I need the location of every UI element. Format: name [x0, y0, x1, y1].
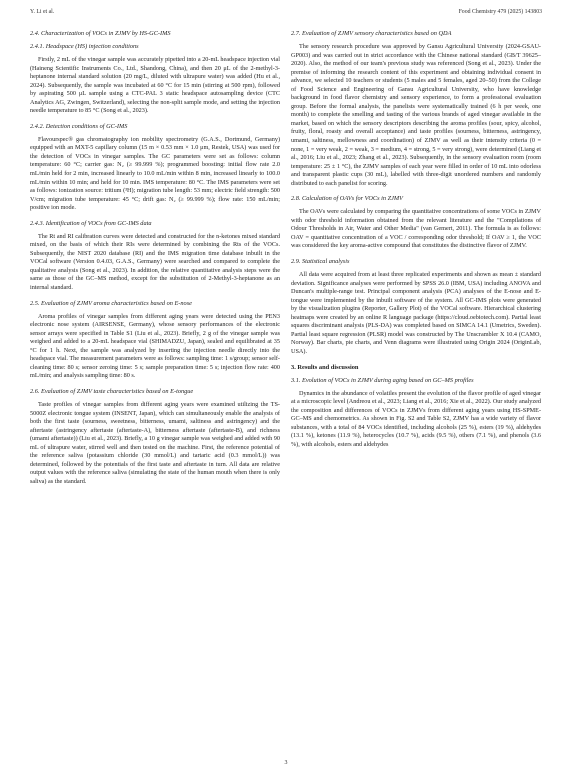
paragraph-gap — [30, 381, 280, 388]
section-heading: 2.6. Evaluation of ZJMV taste characteristics based on E-tongue — [30, 387, 194, 395]
paragraph-gap — [291, 357, 541, 364]
page-number: 3 — [284, 760, 288, 766]
running-header-journal: Food Chemistry 479 (2025) 143803 — [458, 9, 542, 15]
right-column — [291, 30, 541, 449]
paragraph-gap — [30, 213, 280, 220]
paragraph: The OAVs were calculated by comparing the quantitative concentrations of some VOCs in ZJMV with odor threshold information obtained from the relevant literature and the "Compilations of Odour Thresholds in Air, Water and Other Media" (van Gemert, 2011). The formula is as follows: OAV = quantitative concentration of a VOC / corresponding odor threshold; If OAV ≥ 1, the VOC was considered the key aroma-active compound that constitutes the distinctive flavor of ZJMV. — [291, 208, 541, 250]
paragraph-gap — [30, 116, 280, 123]
section-heading: 2.9. Statistical analysis — [291, 258, 350, 266]
paragraph: The Rt and RI calibration curves were detected and constructed for the n-ketones mixed standard mixed, on the basis of which their RIs were determined by combining the Rts of the VOCs. Subsequently, the NIST 2020 database (RI) and the IMS migration time database inbuilt in the VOCal software (Version 0.4.03, G.A.S., Germany) were searched and compared to complete the qualitative analysis (Song et al., 2023). In addition, the relative quantitative analysis steps were the same as those of the GC–MS method, except for the substitution of 2-Methyl-3-heptanone as an internal standard. — [30, 232, 280, 292]
left-column — [30, 30, 280, 486]
section-heading: 3. Results and discussion — [291, 363, 359, 371]
section-heading: 2.4.3. Identification of VOCs from GC-IMS data — [30, 219, 152, 227]
paragraph: Flavourspec® gas chromatography ion mobility spectrometry (G.A.S., Dortmund, Germany) equipped with an MXT-5 capillary column (15 m × 0.53 mm × 1.0 μm, Restek, USA) was used for the detection of VOCs in vinegar samples. The GC parameters were set as follows: column temperature: 60 °C; carrier gas: N₂ (≥ 99.999 %); programmed boosting: initial flow rate 2.0 mL/min held for 2 min, increased linearly to 10.0 mL/min within 8 min, increased linearly to 100.0 mL/min within 10 min; and held for 10 min. IMS temperature: 80 °C. The IMS parameters were set as follows: ionization source: tritium (³H); migration tube length: 53 mm; electric field strength: 500 V/cm; migration tube temperature: 45 °C; drift gas: N₂ (≥ 99.999 %); flow rate: 150 mL/min; positive ion mode. — [30, 135, 280, 212]
paragraph-gap — [291, 251, 541, 258]
paragraph-gap — [291, 188, 541, 195]
paragraph: The sensory research procedure was approved by Gansu Agricultural University (2024-GSAU-GP003) and was carried out in strict accordance with the Chinese national standard (GB/T 39625–2020). Also, the method of our team's previous study was referenced (Song et al., 2023). Under the premise of informing the research content of this experiment and obtaining individual consent in advance, we selected 10 teachers or students (5 males and 5 females, aged 20–50) from the College of Food Science and Engineering of Gansu Agricultural University, who have knowledge background in food flavor chemistry and sensory experience, to form a professional evaluation group. Before the formal analysis, the panelists were systematically trained (6 h per week, one month) to complete the smelling and tasting of the various brands of aged vinegar available in the market, based on which the sensory descriptors describing the aroma profiles (sour, spicy, alcohol, fruity, floral, roasty and overall acceptance) and taste profiles (sourness, bitterness, astringency, umami, saltiness, mellowness and coordination) of ZJMV as well as their intensity criteria (0 = none, 1 = very weak, 2 = weak, 3 = medium, 4 = strong, 5 = very strong), were determined (Liang et al., 2016; Liu et al., 2023; Zhang et al., 2023). Subsequently, in the sensory evaluation room (room temperature: 25 ± 1 °C), the ZJMV samples of each year were filled in order of 10 mL into odorless and transparent plastic cups (30 mL), labelled with three-digit unordered numbers and randomly distributed to each panelist for scoring. — [291, 43, 541, 187]
paragraph-gap — [30, 293, 280, 300]
section-heading: 2.4.2. Detection conditions of GC-IMS — [30, 122, 128, 130]
section-heading: 2.5. Evaluation of ZJMV aroma characteristics based on E-nose — [30, 299, 192, 307]
section-heading: 3.1. Evolution of VOCs in ZJMV during aging based on GC–MS profiles — [291, 376, 474, 384]
paragraph: Firstly, 2 mL of the vinegar sample was accurately pipetted into a 20-mL headspace injection vial (Haineng Scientific Instruments Co., Ltd., Shandong, China), and then 20 μL of the 2-methyl-3-heptanone internal standard solution (20 mg/L, diluted with ultrapure water) was added (Hu et al., 2024). Subsequently, the sample was incubated at 60 °C for 15 min (stirring at 500 rpm), followed by aspirating 500 μL sample using a CTC-PAL 3 static headspace autosampling device (CTC Analytics AG, Zwingen, Switzerland), selecting the non-split sample mode, and setting the injection needle temperature to 85 °C (Song et al., 2023). — [30, 56, 280, 115]
paragraph: Taste profiles of vinegar samples from different aging years were examined utilizing the TS-5000Z electronic tongue system (INSENT, Japan), which can simultaneously enable the analysis of both the first taste (sourness, sweetness, bitterness, umami, saltiness and astringency) and the aftertaste (astringency aftertaste (aftertaste-A), bitterness aftertaste (aftertaste-B), and richness (umami aftertaste)) (Liu et al., 2023). Briefly, a 10 g vinegar sample was weighed and added with 90 mL of ultrapure water, stirred well and then tested on the machine. First, the reference potential of the reference saliva (potassium chloride (30 mmol/L) and tartaric acid (0.3 mmol/L)) was determined, followed by the potentials of the first taste and aftertaste in turn. All data are relative output values with the reference saliva (simulating the state of the human mouth when there is only saliva) as the standard. — [30, 400, 280, 485]
section-heading: 2.4.1. Headspace (HS) injection conditions — [30, 43, 139, 50]
running-header-authors: Y. Li et al. — [30, 9, 55, 15]
paragraph: Aroma profiles of vinegar samples from different aging years were detected using the PEN3 electronic nose system (AIRSENSE, Germany), whose sensory performances of the electronic sensor arrays were specified in Table S1 (Liu et al., 2023). Briefly, 2 g of the vinegar sample was weighed and added to a 20-mL headspace vial (SHIMADZU, Japan), sealed and equilibrated at 35 °C for 1 h. Next, the sample was analyzed by inserting the injection needle directly into the headspace vial. The measurement parameters were as follows: sampling time: 1 s/group; sensor self-cleaning time: 80 s; sensor zeroing time: 5 s; sample preparation time: 5 s; injection flow rate: 400 mL/min; and analysis sampling time: 80 s. — [30, 312, 280, 380]
section-heading: 2.8. Calculation of OAVs for VOCs in ZJMV — [291, 195, 403, 203]
paragraph: All data were acquired from at least three replicated experiments and shown as mean ± standard deviation. Significance analyses were performed by SPSS 26.0 (IBM, USA) including ANOVA and Duncan's multiple-range test. Principal component analysis (PCA) analyses of the E-nose and E-tongue were implemented by the inbuilt software of the system. All GC-IMS plots were generated by the visualization plugins (Reporter, Gallery Plot) of the VOCal software. Hierarchical clustering heatmaps were created by an online R language package (https://cloud.oebiotech.com). Partial least squares discriminant analysis (PLS-DA) was completed based on SIMCA 14.1 (Umetrics, Sweden). Partial least square regression (PLSR) model was constructed by The Unscrambler X 10.4 (CAMO, Norway). Bar charts, pie charts, and Venn diagrams were illustrated using Origin 2024 (OriginLab, USA). — [291, 271, 541, 355]
section-heading: 2.4. Characterization of VOCs in ZJMV by HS-GC-IMS — [30, 30, 171, 37]
section-heading: 2.7. Evaluation of ZJMV sensory characteristics based on QDA — [291, 30, 452, 37]
paragraph: Dynamics in the abundance of volatiles present the evolution of the flavor profile of aged vinegar at a microscopic level (Andreou et al., 2023; Liang et al., 2016; Xie et al., 2022). Our study analyzed the composition and differences of VOCs in ZJMVs from different aging years using HS-SPME-GC–MS and chemometrics. As shown in Fig. S2 and Table S2, ZJMV has a wide variety of flavor substances, with a total of 84 VOCs identified, including alcohols (25 %), esters (19 %), aldehydes (13.1 %), ketones (11.9 %), heterocycles (10.7 %), acids (9.5 %), others (7.1 %), and phenols (3.6 %), with alcohols, esters and aldehydes — [291, 389, 541, 448]
